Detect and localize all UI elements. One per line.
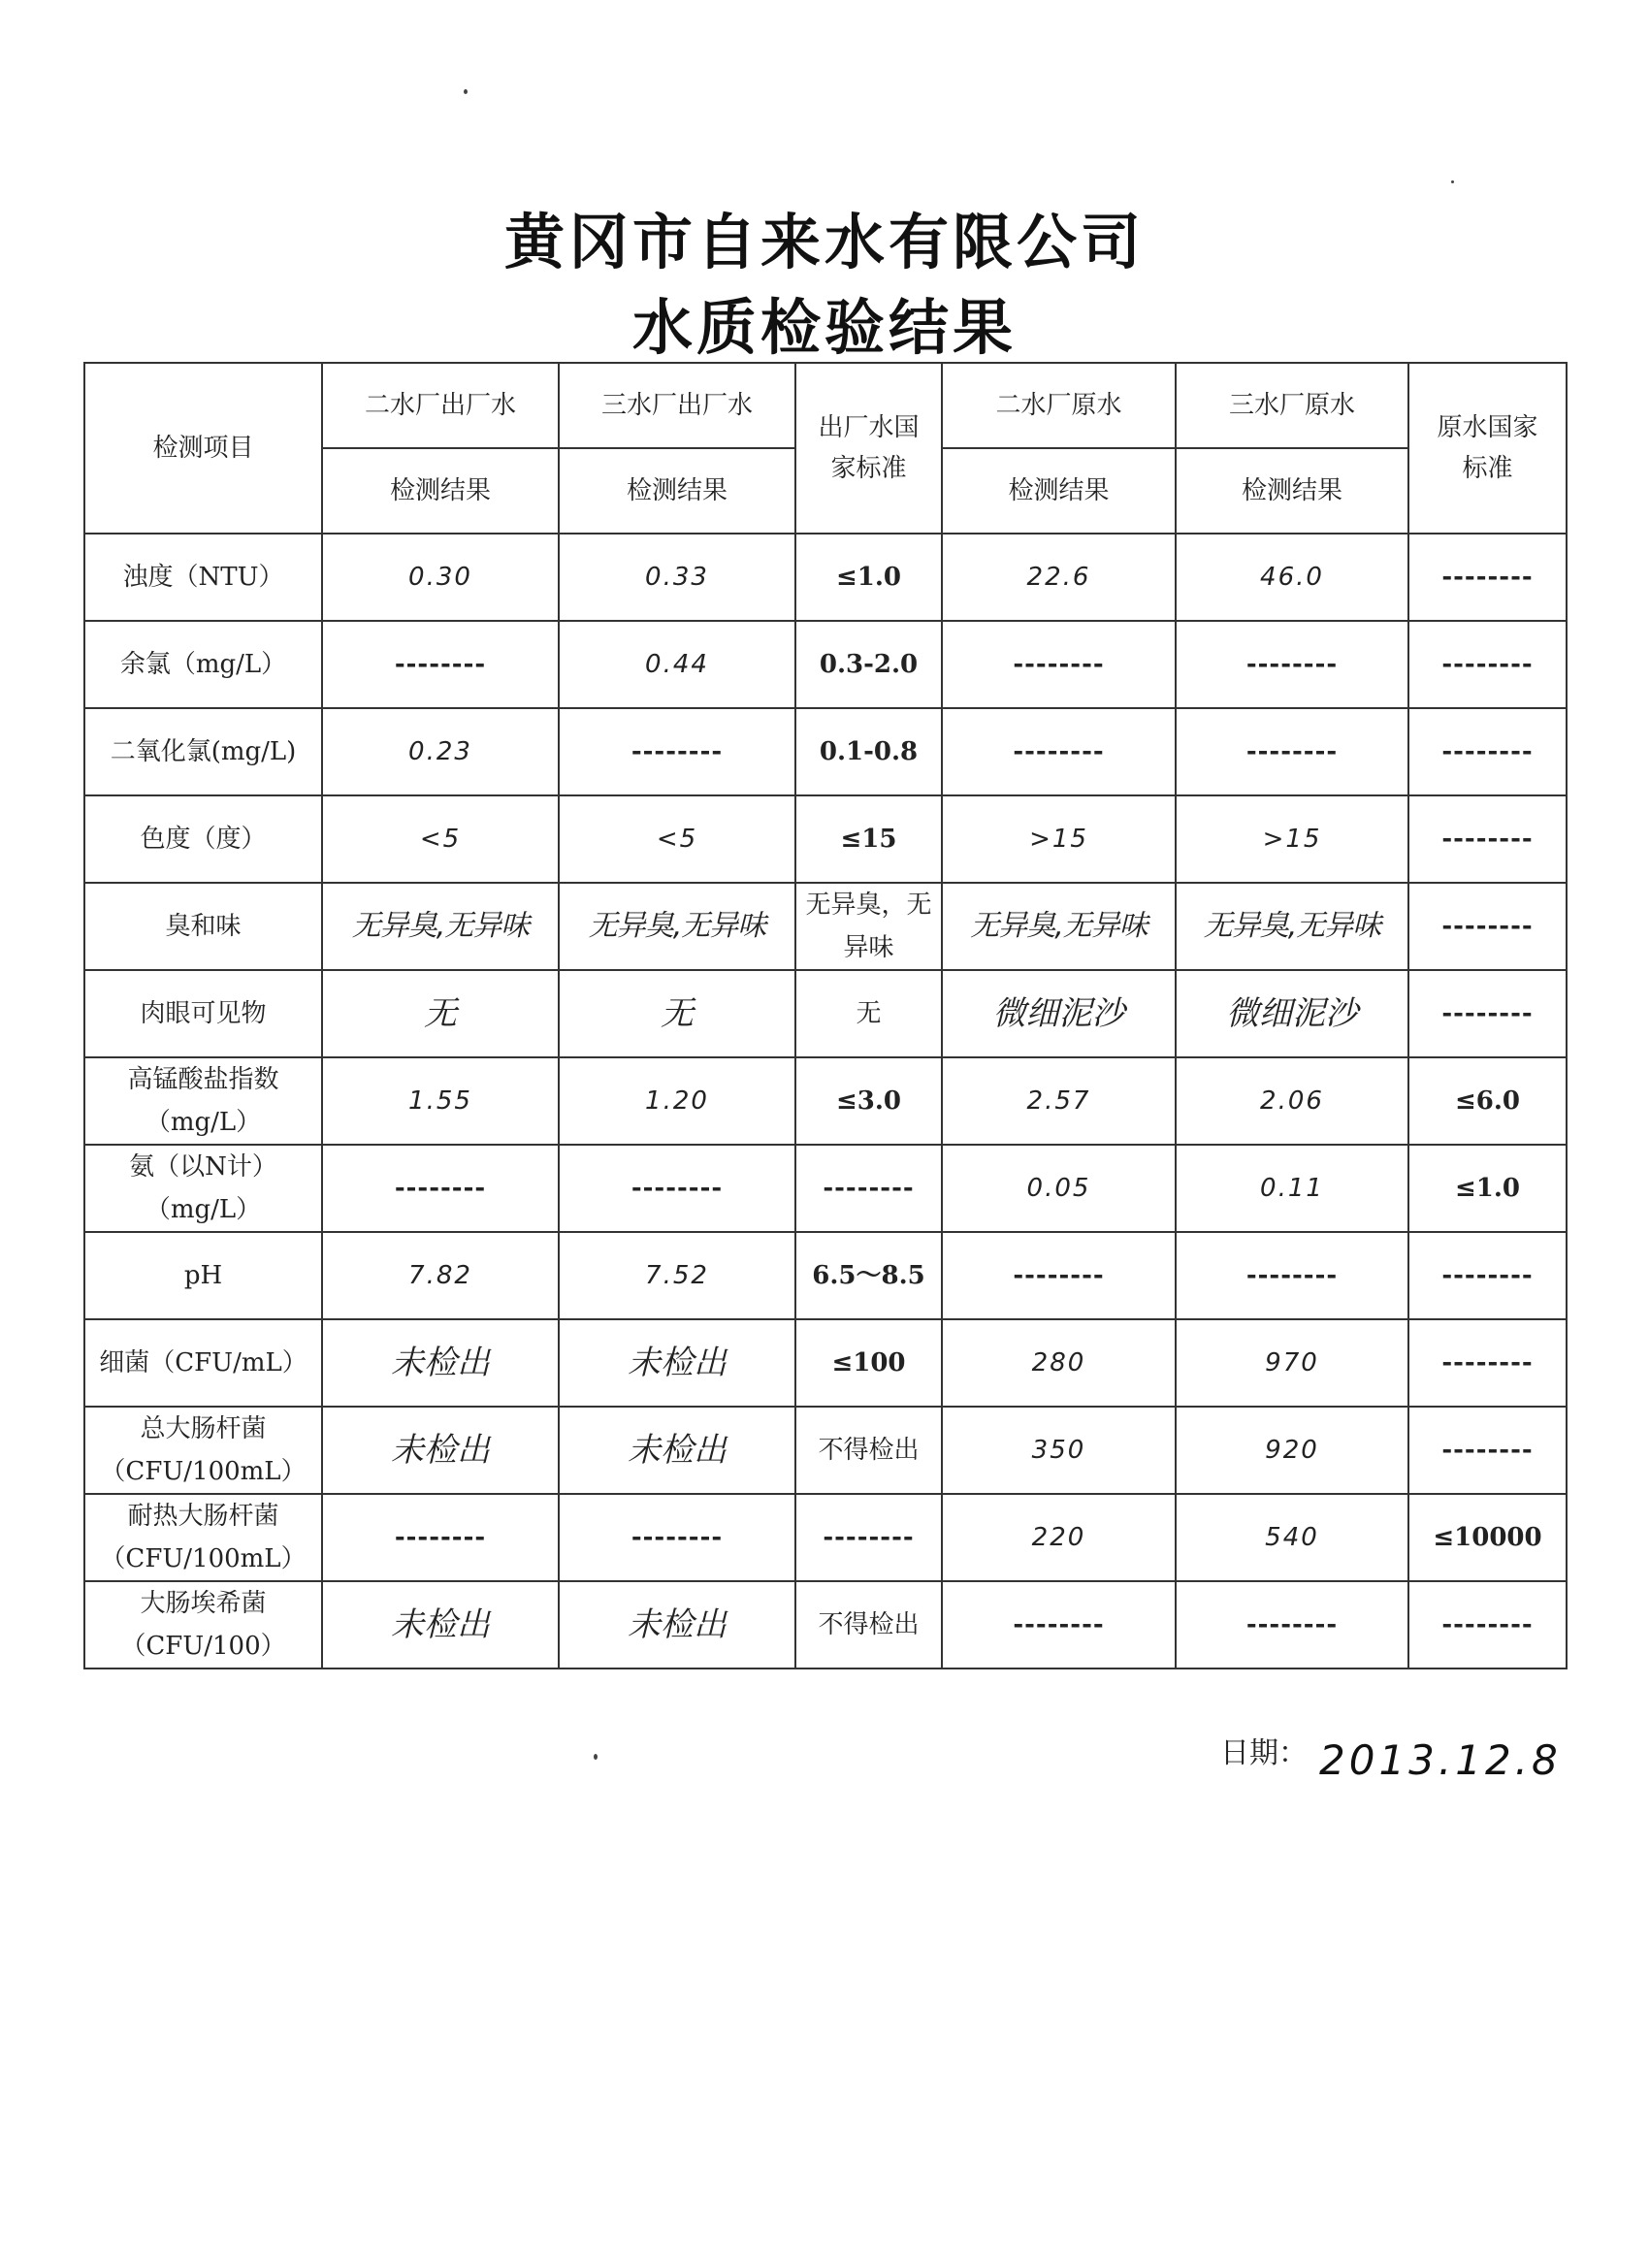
table-row (84, 1145, 1567, 1232)
plant3-raw-value: -------- (1176, 621, 1408, 708)
table-row (84, 883, 1567, 970)
plant3-outlet-value: 未检出 (559, 1407, 795, 1494)
plant2-raw-value: 2.57 (942, 1057, 1176, 1145)
table-row (84, 1319, 1567, 1407)
outlet-standard-value: ≤1.0 (795, 534, 942, 621)
outlet-standard-value: 不得检出 (795, 1407, 942, 1494)
table-row (84, 970, 1567, 1057)
plant3-raw-value: -------- (1176, 708, 1408, 795)
item-label: 二氧化氯(mg/L) (84, 708, 322, 795)
table-row (84, 1581, 1567, 1669)
date-label: 日期： (1220, 1736, 1308, 1770)
item-label: 肉眼可见物 (84, 970, 322, 1057)
item-label: 浊度（NTU） (84, 534, 322, 621)
plant2-outlet-value: 未检出 (322, 1581, 559, 1669)
item-label: 余氯（mg/L） (84, 621, 322, 708)
plant3-raw-value: 970 (1176, 1319, 1408, 1407)
plant2-raw-value: 0.05 (942, 1145, 1176, 1232)
plant2-outlet-value: 0.23 (322, 708, 559, 795)
item-label: 细菌（CFU/mL） (84, 1319, 322, 1407)
item-label: 氨（以N计）（mg/L） (84, 1145, 322, 1232)
plant2-outlet-value: 未检出 (322, 1407, 559, 1494)
raw-standard-value: -------- (1408, 1407, 1567, 1494)
plant3-raw-value: 微细泥沙 (1176, 970, 1408, 1057)
outlet-standard-value: 不得检出 (795, 1581, 942, 1669)
plant2-outlet-value: 7.82 (322, 1232, 559, 1319)
plant2-outlet-value: <5 (322, 795, 559, 883)
outlet-standard-value: 无 (795, 970, 942, 1057)
company-name: 黄冈市自来水有限公司 (503, 207, 1145, 277)
plant2-raw-value: 280 (942, 1319, 1176, 1407)
raw-standard-value: -------- (1408, 795, 1567, 883)
header-result: 检测结果 (559, 448, 795, 534)
plant2-outlet-value: 无 (322, 970, 559, 1057)
raw-standard-value: -------- (1408, 708, 1567, 795)
raw-standard-value: -------- (1408, 1232, 1567, 1319)
plant2-raw-value: -------- (942, 1581, 1176, 1669)
raw-standard-value: -------- (1408, 621, 1567, 708)
plant2-outlet-value: 无异臭,无异味 (322, 883, 559, 970)
report-title: 水质检验结果 (631, 292, 1017, 363)
plant2-raw-value: -------- (942, 1232, 1176, 1319)
table-row (84, 1494, 1567, 1581)
outlet-standard-value: 无异臭，无异味 (795, 883, 942, 970)
table-row (84, 795, 1567, 883)
plant3-outlet-value: 未检出 (559, 1581, 795, 1669)
plant2-raw-value: -------- (942, 708, 1176, 795)
header-plant2-outlet: 二水厂出厂水 (322, 363, 559, 448)
plant2-raw-value: 微细泥沙 (942, 970, 1176, 1057)
raw-standard-value: -------- (1408, 883, 1567, 970)
plant3-raw-value: 540 (1176, 1494, 1408, 1581)
table-row (84, 534, 1567, 621)
plant2-raw-value: 无异臭,无异味 (942, 883, 1176, 970)
plant3-raw-value: >15 (1176, 795, 1408, 883)
plant3-outlet-value: 未检出 (559, 1319, 795, 1407)
table-row (84, 1057, 1567, 1145)
item-label: 总大肠杆菌（CFU/100mL） (84, 1407, 322, 1494)
plant2-outlet-value: -------- (322, 1145, 559, 1232)
item-label: 臭和味 (84, 883, 322, 970)
header-plant3-raw: 三水厂原水 (1176, 363, 1408, 448)
item-label: 耐热大肠杆菌（CFU/100mL） (84, 1494, 322, 1581)
plant3-outlet-value: 0.33 (559, 534, 795, 621)
outlet-standard-value: ≤3.0 (795, 1057, 942, 1145)
table-row (84, 1407, 1567, 1494)
header-result: 检测结果 (1176, 448, 1408, 534)
table-row (84, 708, 1567, 795)
raw-standard-value: ≤10000 (1408, 1494, 1567, 1581)
outlet-standard-value: -------- (795, 1494, 942, 1581)
raw-standard-value: -------- (1408, 534, 1567, 621)
plant3-outlet-value: 无异臭,无异味 (559, 883, 795, 970)
raw-standard-value: -------- (1408, 1319, 1567, 1407)
plant3-raw-value: -------- (1176, 1232, 1408, 1319)
plant2-outlet-value: 0.30 (322, 534, 559, 621)
outlet-standard-value: 0.1-0.8 (795, 708, 942, 795)
outlet-standard-value: 6.5～8.5 (795, 1232, 942, 1319)
raw-standard-value: -------- (1408, 1581, 1567, 1669)
plant3-outlet-value: -------- (559, 1145, 795, 1232)
plant2-outlet-value: -------- (322, 1494, 559, 1581)
header-plant3-outlet: 三水厂出厂水 (559, 363, 795, 448)
outlet-standard-value: ≤100 (795, 1319, 942, 1407)
plant3-raw-value: 无异臭,无异味 (1176, 883, 1408, 970)
outlet-standard-value: ≤15 (795, 795, 942, 883)
table-row (84, 621, 1567, 708)
scan-speck (464, 89, 468, 94)
header-result: 检测结果 (322, 448, 559, 534)
plant3-raw-value: 46.0 (1176, 534, 1408, 621)
item-label: 色度（度） (84, 795, 322, 883)
plant2-raw-value: >15 (942, 795, 1176, 883)
plant2-outlet-value: 1.55 (322, 1057, 559, 1145)
item-label: 高锰酸盐指数（mg/L） (84, 1057, 322, 1145)
table-row (84, 1232, 1567, 1319)
plant3-outlet-value: <5 (559, 795, 795, 883)
outlet-standard-value: -------- (795, 1145, 942, 1232)
item-label: 大肠埃希菌（CFU/100） (84, 1581, 322, 1669)
item-label: pH (84, 1232, 322, 1319)
plant3-raw-value: 0.11 (1176, 1145, 1408, 1232)
header-result: 检测结果 (942, 448, 1176, 534)
plant3-outlet-value: 无 (559, 970, 795, 1057)
raw-standard-value: ≤1.0 (1408, 1145, 1567, 1232)
header-plant2-raw: 二水厂原水 (942, 363, 1176, 448)
header-outlet-standard-text: 出厂水国家标准 (818, 412, 920, 483)
plant3-outlet-value: 7.52 (559, 1232, 795, 1319)
header-raw-standard-text: 原水国家标准 (1437, 412, 1538, 483)
header-item: 检测项目 (84, 363, 322, 534)
scan-speck (594, 1754, 598, 1760)
plant2-raw-value: 220 (942, 1494, 1176, 1581)
water-quality-table (83, 362, 1568, 1669)
outlet-standard-value: 0.3-2.0 (795, 621, 942, 708)
plant3-outlet-value: 1.20 (559, 1057, 795, 1145)
plant2-raw-value: 350 (942, 1407, 1176, 1494)
plant2-outlet-value: -------- (322, 621, 559, 708)
plant3-outlet-value: -------- (559, 1494, 795, 1581)
plant3-raw-value: -------- (1176, 1581, 1408, 1669)
raw-standard-value: -------- (1408, 970, 1567, 1057)
header-raw-standard (1408, 363, 1567, 534)
raw-standard-value: ≤6.0 (1408, 1057, 1567, 1145)
plant2-outlet-value: 未检出 (322, 1319, 559, 1407)
header-outlet-standard (795, 363, 942, 534)
plant3-outlet-value: -------- (559, 708, 795, 795)
header-row-1 (84, 363, 1567, 448)
scan-speck (1451, 180, 1454, 183)
plant2-raw-value: 22.6 (942, 534, 1176, 621)
plant3-raw-value: 920 (1176, 1407, 1408, 1494)
plant3-raw-value: 2.06 (1176, 1057, 1408, 1145)
date-value: 2013.12.8 (1319, 1736, 1562, 1784)
plant2-raw-value: -------- (942, 621, 1176, 708)
plant3-outlet-value: 0.44 (559, 621, 795, 708)
